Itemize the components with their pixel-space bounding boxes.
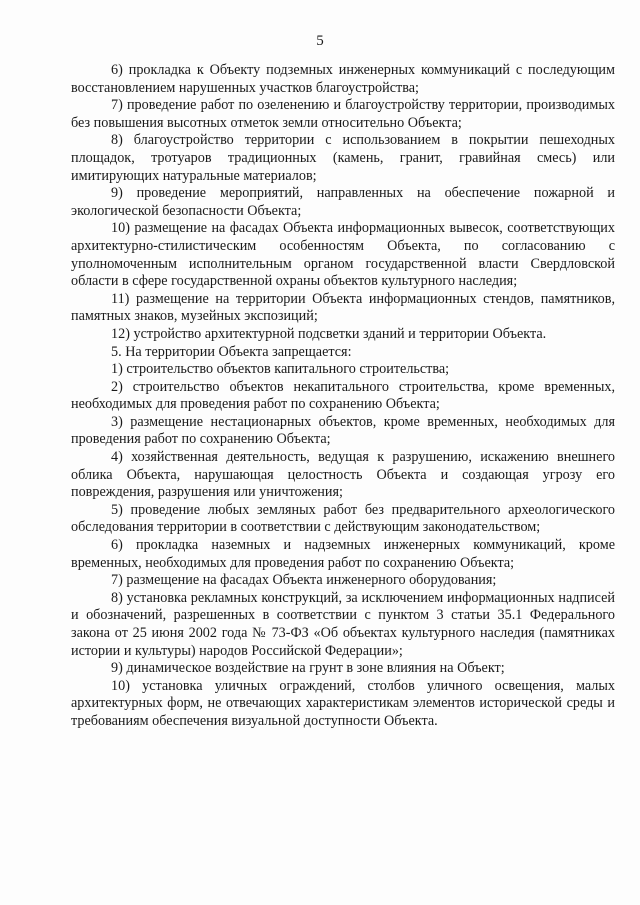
list-item xyxy=(71,361,615,379)
list-item xyxy=(71,291,615,326)
list-item xyxy=(71,678,615,731)
item-text: проведение мероприятий, направленных на обеспечение пожарной и экологической безопасности Объекта; xyxy=(71,185,616,219)
list-item xyxy=(71,590,615,660)
item-text: размещение на территории Объекта информационных стендов, памятников, памятных знаков, музейных экспозиций; xyxy=(71,290,615,325)
item-number: 11) xyxy=(111,290,130,307)
list-item xyxy=(71,132,615,185)
document-body xyxy=(71,62,615,731)
item-text: хозяйственная деятельность, ведущая к разрушению, искажению внешнего облика Объекта, нарушающая целостность Объекта и создающая угрозу его повреждения, разрушения или уничтожения; xyxy=(71,449,616,501)
section-text: На территории Объекта запрещается: xyxy=(125,343,352,360)
list-item xyxy=(71,185,615,220)
item-number: 5) xyxy=(111,501,123,518)
item-number: 1) xyxy=(111,361,123,378)
list-item xyxy=(71,537,615,572)
item-text: строительство объектов некапитального строительства, кроме временных, необходимых для проведения работ по сохранению Объекта; xyxy=(71,378,616,413)
item-text: прокладка наземных и надземных инженерных коммуникаций, кроме временных, необходимых для проведения работ по сохранению Объекта; xyxy=(71,537,615,571)
item-text: строительство объектов капитального строительства; xyxy=(126,361,450,378)
list-item xyxy=(71,502,615,537)
list-item xyxy=(71,660,615,678)
list-item xyxy=(71,414,615,449)
item-number: 9) xyxy=(111,185,123,202)
item-number: 6) xyxy=(111,62,123,78)
item-text: динамическое воздействие на грунт в зоне влияния на Объект; xyxy=(126,660,505,677)
item-number: 3) xyxy=(111,413,123,430)
item-text: размещение нестационарных объектов, кроме временных, необходимых для проведения работ по сохранению Объекта; xyxy=(71,413,616,448)
item-text: устройство архитектурной подсветки зданий и территории Объекта. xyxy=(133,325,547,342)
item-number: 10) xyxy=(111,677,130,694)
item-number: 7) xyxy=(111,97,123,114)
item-number: 4) xyxy=(111,449,123,466)
list-item xyxy=(71,97,615,132)
item-text: проведение работ по озеленению и благоустройству территории, производимых без повышения высотных отметок земли относительно Объекта; xyxy=(71,97,615,131)
item-text: установка уличных ограждений, столбов уличного освещения, малых архитектурных форм, не отвечающих характеристикам элементов исторической среды и требованиям обеспечения визуальной доступности Объекта. xyxy=(71,677,616,729)
item-number: 8) xyxy=(111,589,123,606)
list-item xyxy=(71,326,615,344)
list-item xyxy=(71,220,615,290)
page-number: 5 xyxy=(316,33,324,49)
item-text: установка рекламных конструкций, за исключением информационных надписей и обозначений, разрешенных в соответствии с пунктом 3 статьи 35.1 Федерального закона от 25 июня 2002 года № 73-ФЗ «Об объектах культурного наследия (памятниках истории и культуры) народов Российской Федерации»; xyxy=(71,589,616,659)
item-text: проведение любых земляных работ без предварительного археологического обследования территории в соответствии с действующим законодательством; xyxy=(71,501,616,536)
item-text: размещение на фасадах Объекта инженерного оборудования; xyxy=(126,572,497,589)
list-item xyxy=(71,62,615,97)
item-text: благоустройство территории с использованием в покрытии пешеходных площадок, тротуаров традиционных (камень, гранит, гравийная смесь) или имитирующих натуральные материалов; xyxy=(71,132,616,184)
list-item xyxy=(71,572,615,590)
item-number: 10) xyxy=(111,220,130,237)
item-text: размещение на фасадах Объекта информационных вывесок, соответствующих архитектурно-стилистическим особенностям Объекта, по согласованию с уполномоченным исполнительным органом государственной власти Свердловской области в сфере государственной охраны объектов культурного наследия; xyxy=(71,220,615,290)
item-number: 12) xyxy=(111,325,130,342)
section-number: 5. xyxy=(111,343,122,360)
section-heading xyxy=(71,344,615,362)
list-item xyxy=(71,449,615,502)
item-text: прокладка к Объекту подземных инженерных коммуникаций с последующим восстановлением нарушенных участков благоустройства; xyxy=(71,62,615,96)
item-number: 9) xyxy=(111,660,123,677)
item-number: 2) xyxy=(111,378,123,395)
item-number: 7) xyxy=(111,572,123,589)
list-item xyxy=(71,379,615,414)
item-number: 8) xyxy=(111,132,123,149)
item-number: 6) xyxy=(111,537,123,554)
